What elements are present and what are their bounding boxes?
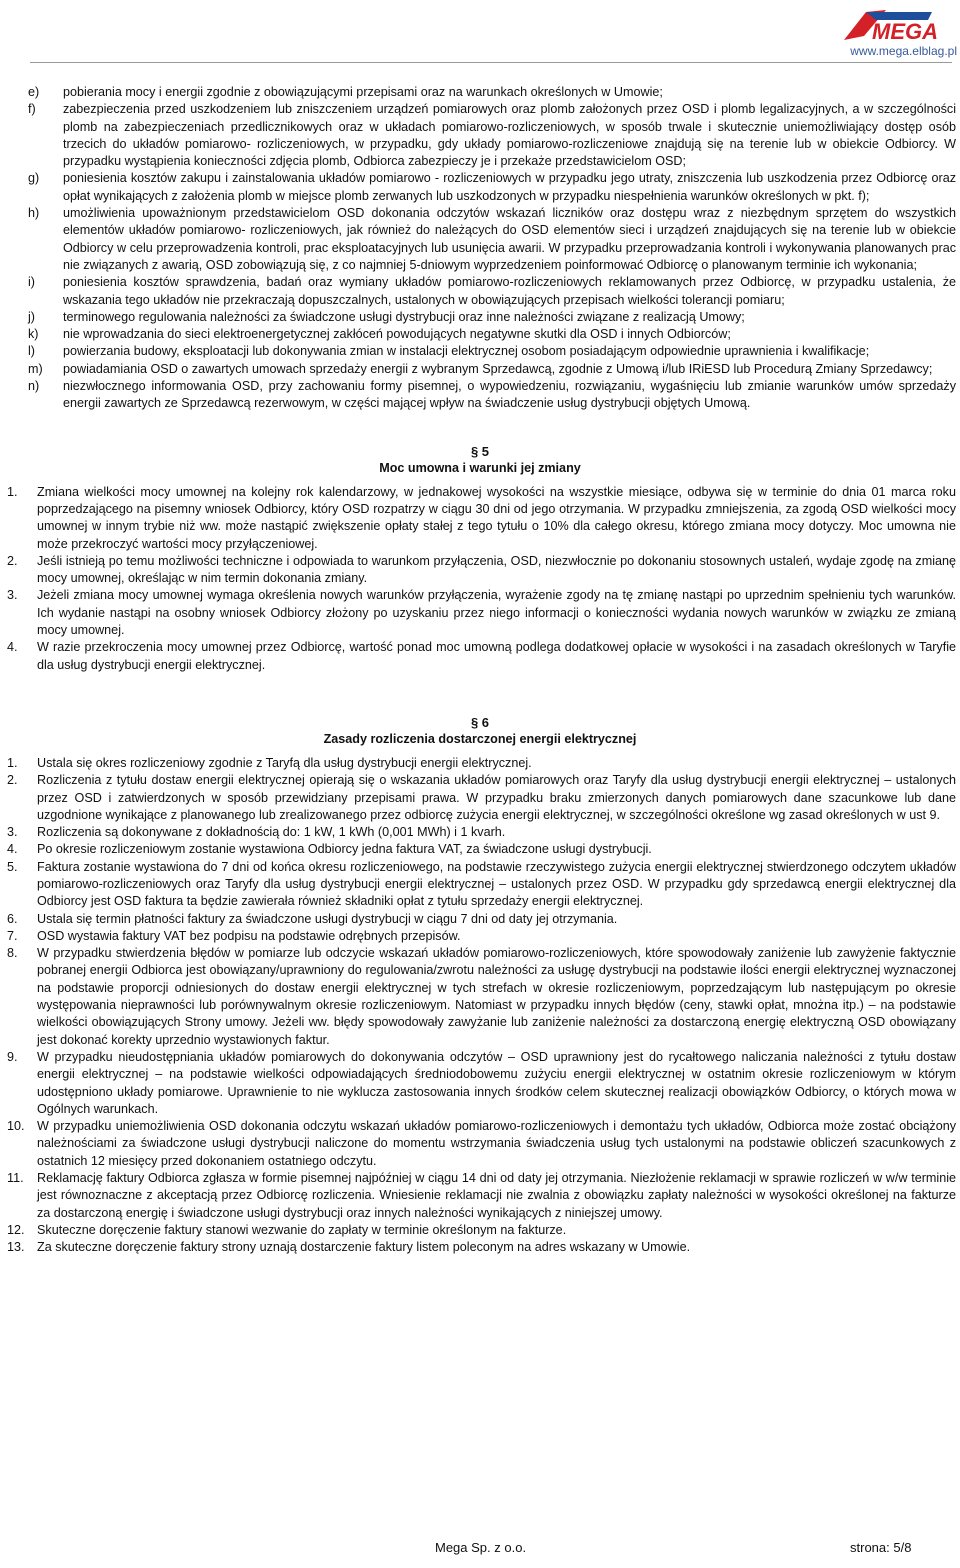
section-6-number: § 6 [470,714,490,730]
list-item-text: terminowego regulowania należności za świadczone usługi dystrybucji oraz inne należności związane z realizacją Umowy; [63,309,745,324]
list-item [0,587,960,639]
list-item [0,859,960,911]
list-marker: 1. [7,755,18,770]
list-item [0,911,960,928]
list-marker: 10. [7,1119,25,1134]
company-logo [836,6,946,46]
list-item [0,841,960,858]
list-item [0,361,960,378]
list-item [0,945,960,1049]
list-marker: k) [28,327,39,342]
list-marker: 7. [7,928,18,943]
list-item [0,378,960,413]
list-marker: f) [28,102,36,117]
section-5-list [0,484,960,674]
header-url-link[interactable]: www.mega.elblag.pl [850,44,957,58]
list-item-text: niezwłocznego informowania OSD, przy zachowaniu formy pisemnej, o wypowiedzeniu, rozwiązaniu, wygaśnięciu lub zmianie warunków umów sprzedaży energii zawartych ze Sprzedawcą rezerwowym, w części mającej wpływ na świadczenie usług dystrybucji objętych Umową. [63,379,956,411]
list-item [0,170,960,205]
list-item [0,326,960,343]
list-item-text: OSD wystawia faktury VAT bez podpisu na podstawie odrębnych przepisów. [37,928,461,943]
header-divider [30,62,952,63]
list-marker: 2. [7,773,18,788]
list-marker: 1. [7,484,18,499]
list-item-text: umożliwienia upoważnionym przedstawicielom OSD dokonania odczytów wskazań liczników oraz dostępu wraz z niezbędnym sprzętem do wszystkich elementów układów pomiarowo- rozliczeniowych, jak również do należących do OSD elementów sieci i urządzeń znajdujących się na terenie lub w obiekcie Odbiorcy w celu przeprowadzenia kontroli, prac eksploatacyjnych lub usunięcia awarii. W przypadku przeprowadzania kontroli i wykonywania planowanych prac nie związanych z awarią, OSD zobowiązują się, z co najmniej 5-dniowym wyprzedzeniem poinformować Odbiorcę o planowanym terminie ich wykonania; [63,206,956,272]
list-marker: 11. [7,1171,24,1186]
list-item-text: W przypadku uniemożliwienia OSD dokonania odczytu wskazań układów pomiarowo-rozliczeniowych i demontażu tych układów, Odbiorca może zostać obciążony należnościami za świadczone usługi dystrybucji naliczone do momentu wstrzymania świadczenia usług tych ustalonymi na podstawie obliczeń szacunkowych z ostatnich 12 miesięcy przed dokonaniem ostatniego odczytu. [37,1119,956,1168]
list-item-text: pobierania mocy i energii zgodnie z obowiązującymi przepisami oraz na warunkach określonych w Umowie; [63,85,663,99]
list-marker: 3. [7,825,18,840]
list-item-text: poniesienia kosztów zakupu i zainstalowania układów pomiarowo - rozliczeniowych w przypadku jego utraty, zniszczenia lub uszkodzenia przez Odbiorcę oraz opłat wynikających z założenia plomb w miejsce plomb zerwanych lub uszkodzonych w przypadku niespełnienia warunków określonych w pkt. f); [63,171,956,203]
list-marker: 4. [7,842,18,857]
list-item-text: W przypadku stwierdzenia błędów w pomiarze lub odczycie wskazań układów pomiarowo-rozliczeniowych, które spowodowały zaniżenie lub zawyżenie faktycznie pobranej energii Odbiorca jest obowiązany/uprawniony do regulowania/zwrotu należności za usługę dystrybucji na podstawie ilości energii elektrycznej wyznaczonej na podstawie proporcji odniesionych do dostaw energii elektrycznej w tych strefach w okresie rozliczeniowym, poprzedzającym lub następującym po okresie występowania nieprawności lub porównywalnym okresie rozliczeniowym. Natomiast w przypadku innych błędów (ceny, stawki opłat, mnożna itp.) – na podstawie wielkości obowiązujących Strony umowy. Jeżeli ww. błędy spowodowały zawyżanie lub zaniżenie należności za dostarczoną energię elektryczną OSD obowiązany jest dokonać korekty uprzednio wystawionych faktur. [37,946,956,1047]
list-item [0,772,960,824]
list-item-text: Jeśli istnieją po temu możliwości techniczne i odpowiada to warunkom przyłączenia, OSD, niezwłocznie po dokonaniu stosownych ustaleń, wydaje zgodę na zmianę mocy umownej, określając w nim termin dokonania zmiany. [37,553,956,586]
list-marker: m) [28,361,43,376]
section-6-list [0,755,960,1257]
list-marker: 13. [7,1240,25,1255]
list-marker: n) [28,379,40,394]
list-item [0,1049,960,1118]
obligations-list [0,84,960,413]
list-item [0,205,960,274]
list-item-text: powierzania budowy, eksploatacji lub dokonywania zmian w instalacji elektrycznej osobom posiadającym odpowiednie uprawnienia i kwalifikacje; [63,344,870,359]
list-item [0,639,960,674]
list-item-text: Ustala się termin płatności faktury za świadczone usługi dystrybucji w ciągu 7 dni od daty jej otrzymania. [37,911,618,926]
list-item [0,928,960,945]
section-5-title: Moc umowna i warunki jej zmiany [379,461,581,476]
section-6-heading [0,714,960,749]
list-marker: 8. [7,946,18,961]
list-item [0,101,960,170]
footer-page-number: strona: 5/8 [850,1540,912,1555]
list-marker: 3. [7,588,18,603]
list-marker: g) [28,171,40,186]
list-marker: e) [28,85,40,99]
list-item-text: W przypadku nieudostępniania układów pomiarowych do dokonywania odczytów – OSD uprawniony jest do rycałtowego naliczania należności z tytułu dostaw energii elektrycznej – na podstawie wielkości odpowiadających średniodobowemu zużyciu energii elektrycznej w ostatnim okresie rozliczeniowym w którym udostępniono układy pomiarowe. Uprawnienie to nie wyklucza zastosowania innych środków celem skutecznej realizacji obowiązków Odbiorcy, o których mowa w Ogólnych warunkach. [37,1049,956,1116]
list-item-text: Faktura zostanie wystawiona do 7 dni od końca okresu rozliczeniowego, na podstawie rzeczywistego zużycia energii elektrycznej stwierdzonego odczytem układów pomiarowo-rozliczeniowych oraz Taryfy dla usług dystrybucji energii elektrycznej – ustalonych przez OSD. W przypadku gdy sprzedawcą energii elektrycznej dla Odbiorcy jest OSD faktura ta będzie zawierała również składniki opłat z tytułu sprzedaży energii elektrycznej. [37,859,956,909]
section-5-heading [0,443,960,478]
list-item-text: Skuteczne doręczenie faktury stanowi wezwanie do zapłaty w terminie określonym na fakturze. [37,1222,567,1237]
svg-text:MEGA: MEGA [872,19,938,44]
list-marker: 6. [7,911,18,926]
list-item-text: W razie przekroczenia mocy umownej przez Odbiorcę, wartość ponad moc umowną podlega dodatkowej opłacie w wysokości i na zasadach określonych w Taryfie dla usług dystrybucji energii elektrycznej. [37,640,956,672]
list-item [0,274,960,309]
list-marker: 4. [7,640,18,655]
list-marker: 5. [7,859,18,874]
list-item [0,553,960,588]
list-marker: l) [28,344,35,359]
list-item-text: Rozliczenia z tytułu dostaw energii elektrycznej opierają się o wskazania układów pomiarowych oraz Taryfy dla usług dystrybucji energii elektrycznej – ustalonych przez OSD i zatwierdzonych w sposób przewidziany przepisami prawa. W przypadku braku zmierzonych danych pomiarowych dane szacunkowe lub dane uzgodnione wynikające z planowanego lub zrealizowanego przez odbiorcę zużycia energii elektrycznej, w szczególności określone wg zasad określonych w ust 9. [37,773,956,822]
list-marker: 12. [7,1222,25,1237]
list-item [0,755,960,772]
list-item-text: Ustala się okres rozliczeniowy zgodnie z Taryfą dla usług dystrybucji energii elektrycznej. [37,755,532,770]
list-marker: j) [28,309,35,324]
list-item-text: Reklamację faktury Odbiorca zgłasza w formie pisemnej najpóźniej w ciągu 14 dni od daty jej otrzymania. Niezłożenie reklamacji w sprawie rozliczeń w w/w terminie jest równoznaczne z akceptacją przez Odbiorcę rozliczenia. Wniesienie reklamacji nie zwalnia z obowiązku zapłaty należności w wysokości określonej na fakturze za dostarczoną energię i świadczone usługi dystrybucji oraz innych należności wynikających z niniejszej umowy. [37,1171,956,1220]
section-5-number: § 5 [470,443,490,459]
list-item [0,84,960,101]
list-item [0,484,960,553]
list-item [0,824,960,841]
list-item-text: zabezpieczenia przed uszkodzeniem lub zniszczeniem urządzeń pomiarowych oraz plomb założonych przez OSD i plomb legalizacyjnych, a w szczególności plomb na zabezpieczeniach przedlicznikowych oraz w układach pomiarowo-rozliczeniowych, w sposób trwale i skutecznie uniemożliwiający dostęp osób trzecich do układów pomiarowo- rozliczeniowych, w przypadku, gdy układy pomiarowo-rozliczeniowe znajdują się na terenie lub w obiekcie Odbiorcy. W przypadku wystąpienia konieczności zdjęcia plomb, Odbiorca zabezpieczy je i przekaże przedstawicielom OSD; [63,102,956,169]
list-marker: i) [28,275,35,290]
document-body [0,84,960,1257]
list-item-text: nie wprowadzania do sieci elektroenergetycznej zakłóceń powodujących negatywne skutki dla OSD i innych Odbiorców; [63,327,731,342]
list-item-text: Zmiana wielkości mocy umownej na kolejny rok kalendarzowy, w jednakowej wysokości na wszystkie miesiące, odbywa się w terminie do dnia 01 marca roku poprzedzającego na pisemny wniosek Odbiorcy, który OSD rozpatrzy w ciągu 30 dni od jego otrzymania. W przypadku zmniejszenia, za zgodą OSD wielkości mocy umownej w innym trybie niż ww. może nastąpić zwiększenie opłaty stałej z tego tytułu o 10% dla całego okresu, którego zmiana mocy dotyczy. Moc umowna nie może przekroczyć wartości mocy przyłączeniowej. [37,484,956,551]
list-item [0,1222,960,1239]
list-item-text: Jeżeli zmiana mocy umownej wymaga określenia nowych warunków przyłączenia, wyrażenie zgody na tę zmianę nastąpi po uprzednim spełnieniu tych warunków. Ich wydanie nastąpi na osobny wniosek Odbiorcy złożony po uzyskaniu przez niego informacji o konieczności wydania nowych warunków w związku ze zmianą mocy umownej. [37,588,956,638]
list-item [0,1239,960,1256]
mega-logo-icon [836,6,946,46]
list-item-text: Po okresie rozliczeniowym zostanie wystawiona Odbiorcy jedna faktura VAT, za świadczone usługi dystrybucji. [37,842,652,857]
list-item [0,1170,960,1222]
list-item [0,1118,960,1170]
list-item-text: poniesienia kosztów sprawdzenia, badań oraz wymiany układów pomiarowo-rozliczeniowych reklamowanych przez Odbiorcę, w przypadku ustalenia, że wskazania tego układów nie przekraczają dopuszczalnych, ustalonych w obowiązujących przepisach wielkości tolerancji pomiaru; [63,275,956,307]
list-item-text: Za skuteczne doręczenie faktury strony uznają dostarczenie faktury listem poleconym na adres wskazany w Umowie. [37,1240,691,1255]
list-item-text: Rozliczenia są dokonywane z dokładnością do: 1 kW, 1 kWh (0,001 MWh) i 1 kvarh. [37,825,506,840]
list-marker: h) [28,206,40,221]
list-item [0,309,960,326]
footer-company: Mega Sp. z o.o. [435,1540,527,1555]
list-item-text: powiadamiania OSD o zawartych umowach sprzedaży energii z wybranym Sprzedawcą, zgodnie z Umową i/lub IRiESD lub Procedurą Zmiany Sprzedawcy; [63,361,933,376]
list-marker: 2. [7,553,18,568]
list-item [0,343,960,360]
list-marker: 9. [7,1049,18,1064]
page-header [0,0,960,62]
section-6-title: Zasady rozliczenia dostarczonej energii elektrycznej [323,732,637,747]
